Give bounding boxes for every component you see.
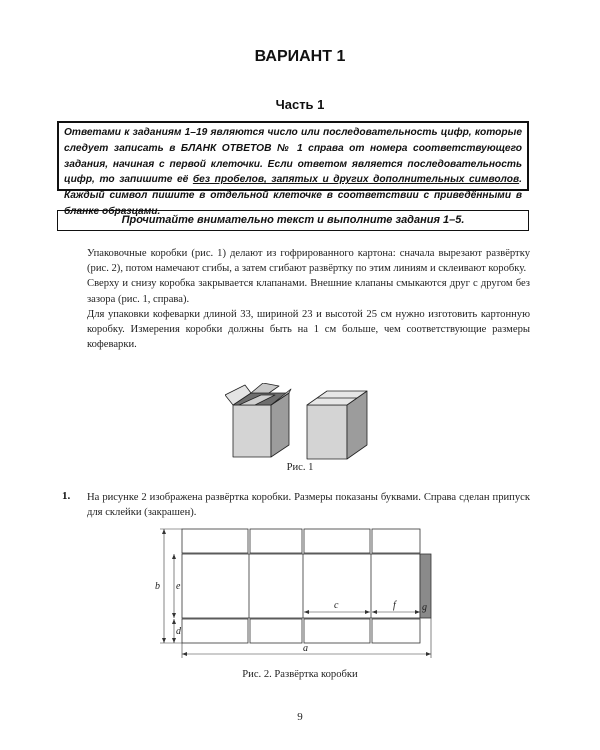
page-number: 9	[297, 711, 303, 723]
label-a: a	[303, 643, 308, 654]
variant-title: ВАРИАНТ 1	[254, 48, 346, 65]
passage-paragraph: Сверху и снизу коробка закрывается клапанами. Внешние клапаны смыкаются друг с другом без зазора (рис. 1, справа).	[87, 278, 530, 305]
instructions-part1: Ответами к заданиям 1–19 являются число или последовательность цифр, которые следует записать в БЛАНК ОТВЕТОВ № 1 справа от номера соответствующего задания, начиная с первой клеточки. Если ответом является последовательность цифр, то запишите её	[64, 127, 522, 186]
label-e: e	[176, 581, 181, 592]
top-flap	[304, 529, 370, 553]
bottom-flap	[182, 619, 248, 643]
bottom-flap	[372, 619, 420, 643]
dimension-arrows	[162, 529, 431, 656]
passage-paragraph: Упаковочные коробки (рис. 1) делают из гофрированного картона: сначала вырезают развёртку (рис. 2), потом намечают сгибы, а затем сгибают развёртку по этим линиям и склеивают коробку.	[87, 248, 530, 275]
task-text: На рисунке 2 изображена развёртка коробки. Размеры показаны буквами. Справа сделан припуск для склейки (закрашен).	[87, 492, 530, 519]
task-number: 1.	[62, 490, 71, 502]
dimension-lines	[160, 529, 431, 658]
top-flap	[372, 529, 420, 553]
read-prompt-box	[57, 210, 529, 231]
instructions-part2: . Каждый символ пишите в отдельной клеточке в соответствии с приведёнными в бланке образцами.	[64, 174, 522, 217]
part-heading: Часть 1	[275, 97, 325, 112]
bottom-flap	[250, 619, 302, 643]
label-f: f	[393, 600, 396, 611]
instructions-underlined: без пробелов, запятых и других дополнительных символов	[192, 174, 520, 186]
instructions-text	[64, 125, 522, 220]
box-body	[182, 554, 420, 618]
passage-paragraph: Для упаковки кофеварки длиной 33, шириной 23 и высотой 25 см нужно изготовить картонную коробку. Измерения коробки должны быть на 1 см больше, чем соответствующие размеры кофеварки.	[87, 308, 530, 351]
label-g: g	[422, 602, 427, 613]
passage	[87, 246, 530, 352]
figure-2-caption: Рис. 2. Развёртка коробки	[242, 669, 358, 680]
open-box-illustration	[225, 383, 291, 457]
bottom-flap	[304, 619, 370, 643]
figure-1-caption: Рис. 1	[286, 462, 314, 473]
top-flap	[250, 529, 302, 553]
top-flap	[182, 529, 248, 553]
label-b: b	[155, 581, 160, 592]
figure-1-boxes	[225, 383, 375, 461]
figure-2-unfolding	[150, 528, 440, 660]
closed-box-illustration	[307, 391, 367, 459]
read-prompt: Прочитайте внимательно текст и выполните задания 1–5.	[121, 214, 465, 226]
instructions-box	[57, 121, 529, 217]
label-c: c	[334, 600, 339, 611]
label-d: d	[176, 626, 181, 637]
